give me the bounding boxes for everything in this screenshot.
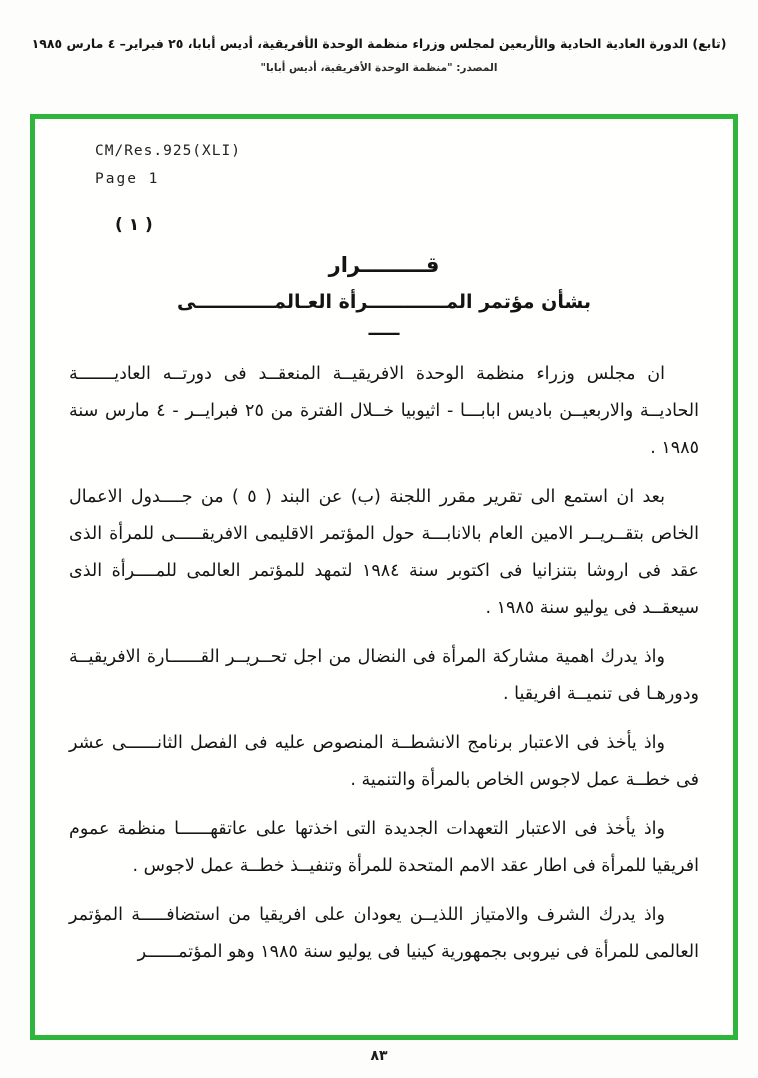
resolution-paragraph-3: واذ يدرك اهمية مشاركة المرأة فى النضال من اجل تحــريــر القــــــارة الافريقيــة ودورهـا فى تنميــة افريقيا .	[69, 647, 699, 704]
resolution-paragraph-1: ان مجلس وزراء منظمة الوحدة الافريقيــة المنعقــد فى دورتــه العاديـــــــة الحاديــة والاربعيــن باديس ابابـــا - اثيوبيا خــلال الفترة من ٢٥ فبرايــر - ٤ مارس سنة ١٩٨٥ .	[69, 364, 699, 458]
page-label: Page 1	[95, 171, 160, 187]
resolution-subtitle: بشأن مؤتمر المــــــــــــرأة العـالمــــــــــــى	[177, 291, 591, 313]
resolution-paragraph-4: واذ يأخذ فى الاعتبار برنامج الانشطــة المنصوص عليه فى الفصل الثانــــــى عشر فى خطــة عمل لاجوس الخاص بالمرأة والتنمية .	[69, 733, 699, 790]
reference-block	[95, 143, 699, 187]
item-number: ( ١ )	[115, 215, 153, 235]
document-reference: CM/Res.925(XLI)	[95, 143, 241, 159]
separator-dash: ـــــ	[368, 319, 400, 340]
session-header-line: (تابع) الدورة العادية الحادية والأربعين لمجلس وزراء منظمة الوحدة الأفريقية، أديس أبابا، ٢٥ فبراير– ٤ مارس ١٩٨٥	[31, 36, 727, 51]
page-number: ٨٣	[370, 1048, 388, 1064]
resolution-body	[69, 356, 699, 971]
source-line: المصدر: "منظمة الوحدة الأفريقية، أديس أبابا"	[260, 62, 498, 74]
green-document-frame	[30, 114, 738, 1040]
resolution-paragraph-6: واذ يدرك الشرف والامتياز اللذيــن يعودان على افريقيا من استضافـــــة المؤتمر العالمى للمرأة فى نيروبى بجمهورية كينيا فى يوليو سنة ١٩٨٥ وهو المؤتمــــــر	[69, 905, 699, 962]
resolution-paragraph-2: بعد ان استمع الى تقرير مقرر اللجنة (ب) عن البند ( ٥ ) من جــــدول الاعمال الخاص بتقــريــر الامين العام بالانابـــة حول المؤتمر الاقليمى الافريقـــــى للمرأة الذى عقد فى اروشا بتنزانيا فى اكتوبر سنة ١٩٨٤ لتمهد للمؤتمر العالمى للمــــرأة الذى سيعقــد فى يوليو سنة ١٩٨٥ .	[69, 487, 699, 618]
resolution-paragraph-5: واذ يأخذ فى الاعتبار التعهدات الجديدة التى اخذتها على عاتقهــــــا منظمة عموم افريقيا للمرأة فى اطار عقد الامم المتحدة للمرأة وتنفيــذ خطــة عمل لاجوس .	[69, 819, 699, 876]
resolution-title: قـــــــــرار	[328, 253, 440, 277]
